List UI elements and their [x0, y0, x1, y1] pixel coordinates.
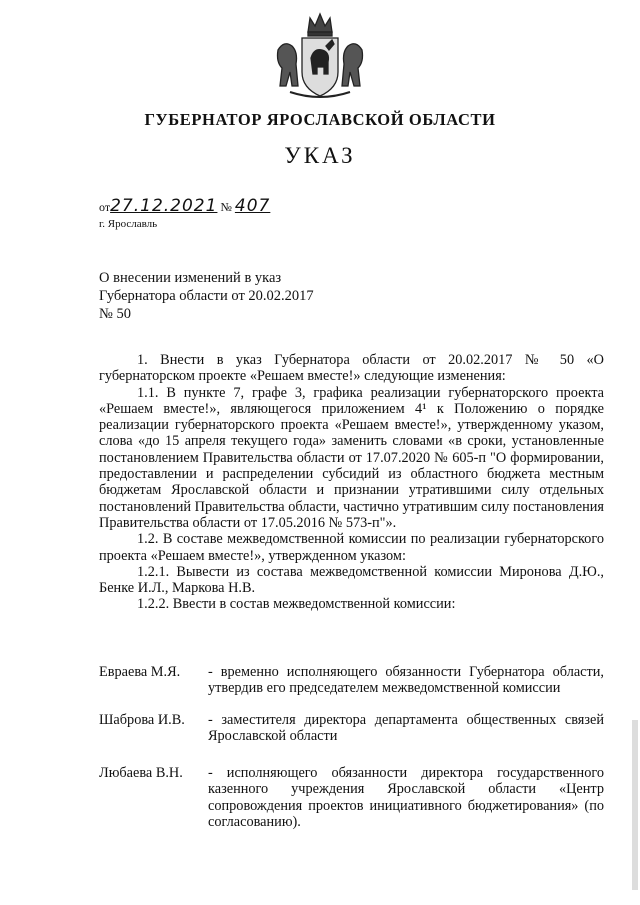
body-paragraph: 1.1. В пункте 7, графе 3, графика реализации губернаторского проекта «Решаем вместе!», являющегося приложением 4¹ к Положению о порядке реализации губернаторского проекта «Решаем вместе!», утвержденному указом, слова «до 15 апреля текущего года» заменить словами «в сроки, установленные постановлением Правительства области от 17.07.2020 № 605-п "О формировании, предоставлении и распределении субсидий из областного бюджета местным бюджетам Ярославской области и признании утратившими силу отдельных постановлений Правительства области, частично утратившим силу постановления Правительства области от 17.05.2016 № 573-п"». [99, 384, 604, 531]
member-name: Любаева В.Н. [99, 765, 183, 781]
date-prefix: от [99, 200, 111, 214]
member-row [99, 765, 604, 830]
document-body [99, 352, 604, 613]
body-paragraph: 1.2.2. Ввести в состав межведомственной комиссии: [137, 596, 456, 613]
member-row [99, 664, 604, 697]
document-subject [99, 269, 399, 323]
subject-line: Губернатора области от 20.02.2017 [99, 288, 314, 304]
member-row [99, 712, 604, 745]
coat-of-arms-emblem [270, 10, 370, 102]
number-prefix: № [220, 200, 232, 214]
document-number: 407 [234, 196, 271, 216]
body-paragraph: 1.2. В составе межведомственной комиссии по реализации губернаторского проекта «Решаем вместе!», утвержденном указом: [99, 531, 604, 564]
issuing-authority-heading: ГУБЕРНАТОР ЯРОСЛАВСКОЙ ОБЛАСТИ [144, 110, 496, 129]
member-role: - заместителя директора департамента общественных связей Ярославской области [208, 712, 604, 745]
body-paragraph: 1. Внести в указ Губернатора области от 20.02.2017 № 50 «О губернаторском проекте «Решаем вместе!» следующие изменения: [99, 352, 604, 385]
subject-line: О внесении изменений в указ [99, 270, 282, 286]
member-name: Евраева М.Я. [99, 664, 181, 680]
city-label: г. Ярославль [99, 218, 158, 230]
member-role: - исполняющего обязанности директора государственного казенного учреждения Ярославской области «Центр сопровождения проектов инициативного бюджетирования» (по согласованию). [208, 765, 604, 830]
document-type-title: УКАЗ [284, 143, 356, 168]
document-date: 27.12.2021 [110, 196, 218, 216]
subject-line: № 50 [99, 306, 131, 322]
member-name: Шаброва И.В. [99, 712, 185, 728]
member-role: - временно исполняющего обязанности Губернатора области, утвердив его председателем межведомственной комиссии [208, 664, 604, 697]
body-paragraph: 1.2.1. Вывести из состава межведомственной комиссии Миронова Д.Ю., Бенке И.Л., Маркова Н.В. [99, 563, 604, 597]
date-number-line [99, 196, 270, 216]
scan-edge-artifact [632, 720, 638, 890]
